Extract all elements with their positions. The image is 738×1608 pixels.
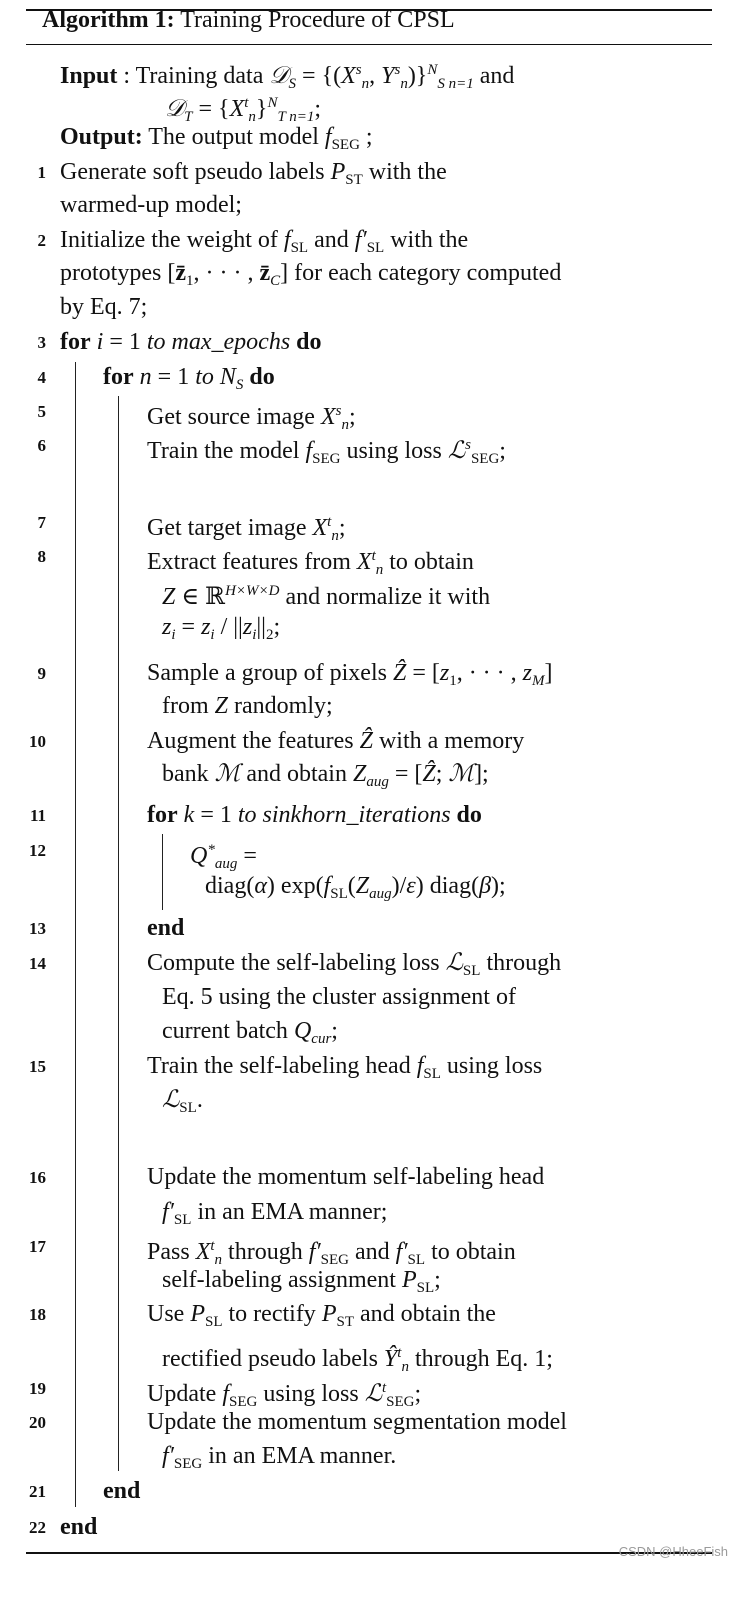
- line-segment: bank: [162, 761, 215, 787]
- watermark: CSDN @HheeFish: [618, 1544, 728, 1559]
- line-segment: from: [162, 693, 215, 719]
- line-segment: z: [201, 614, 211, 640]
- line-segment: f: [324, 124, 332, 150]
- line-segment: aug: [369, 886, 392, 902]
- line-segment: X: [229, 96, 245, 122]
- line-segment: Input: [60, 63, 118, 89]
- line-segment: Update the momentum self-labeling head: [147, 1164, 545, 1190]
- line-segment: ℳ: [448, 761, 475, 787]
- line-segment: f′: [395, 1239, 408, 1265]
- line-segment: and obtain the: [354, 1301, 496, 1327]
- line-number: 11: [29, 806, 46, 825]
- algorithm-line: [60, 257, 561, 289]
- title-rule: [26, 44, 712, 45]
- line-segment: in an EMA manner;: [191, 1199, 388, 1225]
- line-segment: SEG: [173, 1456, 203, 1472]
- line-segment: ,: [369, 63, 382, 89]
- line-segment: P: [321, 1301, 337, 1327]
- line-segment: Get target image: [147, 515, 313, 541]
- line-segment: end: [103, 1478, 141, 1504]
- line-number: 21: [29, 1482, 46, 1501]
- line-segment: Z: [214, 693, 229, 719]
- line-segment: randomly;: [228, 693, 333, 719]
- line-segment: )/: [391, 873, 407, 899]
- line-segment: Train the model: [147, 438, 306, 464]
- line-segment: ;: [434, 1267, 441, 1293]
- line-segment: .: [196, 1087, 203, 1113]
- line-segment: f′: [354, 227, 367, 253]
- line-segment: Training Procedure of CPSL: [174, 7, 455, 33]
- line-segment: M: [532, 673, 545, 689]
- line-segment: =: [237, 843, 257, 869]
- line-segment: SL: [290, 240, 309, 256]
- line-segment: = {: [192, 96, 230, 122]
- line-segment: and obtain: [240, 761, 353, 787]
- line-segment: ℒ: [364, 1381, 382, 1407]
- line-segment: SEG: [470, 451, 500, 467]
- line-segment: i: [252, 627, 257, 643]
- line-segment: =: [175, 614, 202, 640]
- line-number: 5: [37, 402, 46, 421]
- line-segment: i: [210, 627, 215, 643]
- line-segment: Extract features from: [147, 549, 357, 575]
- line-segment: f′: [308, 1239, 321, 1265]
- line-segment: }: [255, 96, 268, 122]
- algorithm-line: [162, 981, 516, 1013]
- line-segment: SEG: [331, 137, 360, 153]
- line-segment: warmed-up model;: [60, 192, 242, 218]
- line-segment: = 1: [194, 802, 238, 828]
- line-segment: f′: [162, 1443, 174, 1469]
- algorithm-line: [147, 657, 553, 689]
- line-segment: S: [288, 76, 297, 92]
- line-segment: to rectify: [222, 1301, 322, 1327]
- algorithm-line: [147, 1050, 542, 1082]
- line-segment: z: [522, 660, 533, 686]
- line-segment: s: [355, 62, 362, 78]
- line-segment: Output:: [60, 124, 143, 150]
- algorithm-line: [60, 291, 147, 323]
- line-segment: n: [331, 528, 339, 544]
- line-number: 14: [29, 954, 46, 973]
- line-segment: Sample a group of pixels: [147, 660, 393, 686]
- line-segment: cur: [311, 1031, 332, 1047]
- line-segment: z: [242, 614, 253, 640]
- line-segment: 2: [265, 627, 274, 643]
- line-segment: n: [214, 1252, 223, 1268]
- line-segment: for: [147, 802, 178, 828]
- line-number: 3: [37, 333, 46, 352]
- line-segment: do: [249, 364, 275, 390]
- algorithm-line: [162, 758, 489, 790]
- line-segment: 𝒟: [165, 96, 185, 122]
- line-segment: ;: [314, 96, 322, 122]
- line-segment: diag(: [205, 873, 255, 899]
- line-segment: 1: [185, 273, 194, 289]
- line-segment: to max_epochs: [146, 329, 291, 355]
- line-segment: k: [183, 802, 195, 828]
- line-segment: Z: [352, 761, 367, 787]
- line-segment: n: [400, 76, 408, 92]
- algorithm-line: [147, 429, 506, 467]
- line-segment: ) exp(: [266, 873, 324, 899]
- line-segment: f: [305, 438, 313, 464]
- line-segment: ℒ: [447, 438, 466, 464]
- line-segment: aug: [214, 856, 238, 872]
- algorithm-line: [147, 1298, 496, 1330]
- line-segment: ;: [338, 515, 346, 541]
- line-segment: rectified pseudo labels: [162, 1346, 384, 1372]
- line-segment: Train the self-labeling head: [147, 1053, 417, 1079]
- line-segment: ℳ: [214, 761, 241, 787]
- line-segment: f: [416, 1053, 424, 1079]
- line-segment: t: [210, 1238, 215, 1254]
- line-segment: : Training data: [117, 63, 270, 89]
- algorithm-line: [147, 506, 346, 544]
- line-segment: prototypes [: [60, 260, 176, 286]
- line-segment: ];: [474, 761, 489, 787]
- line-segment: X: [341, 63, 356, 89]
- line-segment: to N: [195, 364, 236, 390]
- line-segment: with the: [384, 227, 469, 253]
- line-segment: , · · · ,: [456, 660, 523, 686]
- line-number: 4: [37, 368, 46, 387]
- line-segment: f: [283, 227, 291, 253]
- algorithm-line: [190, 834, 257, 872]
- line-number: 19: [29, 1379, 46, 1398]
- line-segment: ;: [331, 1018, 338, 1044]
- line-segment: and: [473, 63, 515, 89]
- line-segment: in an EMA manner.: [202, 1443, 397, 1469]
- algorithm-line: [165, 87, 322, 125]
- algorithm-line: [147, 912, 184, 944]
- algorithm-line: [60, 189, 242, 221]
- line-number: 15: [29, 1057, 46, 1076]
- line-number: 6: [37, 436, 46, 455]
- line-segment: ;: [359, 124, 373, 150]
- line-segment: SEG: [312, 451, 341, 467]
- line-segment: SEG: [228, 1394, 258, 1410]
- line-segment: using loss: [257, 1381, 365, 1407]
- algorithm-line: [60, 121, 373, 153]
- line-segment: S n=1: [437, 76, 474, 92]
- line-segment: Z: [355, 873, 370, 899]
- line-segment: ε: [406, 873, 416, 899]
- algorithm-line: [162, 690, 333, 722]
- algorithm-line: [147, 1161, 544, 1193]
- line-segment: z̄: [175, 260, 186, 286]
- line-segment: S: [235, 377, 244, 393]
- line-segment: s: [394, 62, 401, 78]
- algorithm-line: [162, 1264, 441, 1296]
- line-segment: ℒ: [445, 950, 463, 976]
- line-segment: = [: [406, 660, 440, 686]
- line-segment: ST: [345, 172, 363, 188]
- line-segment: using loss: [340, 438, 448, 464]
- line-segment: n: [361, 76, 370, 92]
- line-segment: f: [323, 873, 331, 899]
- line-segment: SL: [462, 963, 481, 979]
- line-segment: to obtain: [383, 549, 474, 575]
- line-segment: z: [439, 660, 450, 686]
- line-segment: ;: [499, 438, 506, 464]
- line-segment: = 1: [151, 364, 196, 390]
- algorithm-line: [147, 1406, 567, 1438]
- algorithm-line: [162, 575, 491, 610]
- algorithm-line: [205, 870, 506, 902]
- line-segment: with a memory: [372, 728, 525, 754]
- line-segment: t: [244, 95, 249, 111]
- line-segment: n: [375, 562, 384, 578]
- algorithm-line: [147, 1230, 516, 1268]
- line-number: 8: [37, 547, 46, 566]
- line-segment: Update: [147, 1381, 223, 1407]
- line-segment: Ẑ: [359, 728, 373, 754]
- algorithm-line: [162, 1196, 387, 1228]
- line-segment: Generate soft pseudo labels: [60, 159, 331, 185]
- line-segment: through: [480, 950, 562, 976]
- line-number: 13: [29, 919, 46, 938]
- line-number: 9: [37, 664, 46, 683]
- line-segment: and: [348, 1239, 396, 1265]
- algorithm-line: [162, 1084, 203, 1116]
- line-segment: = {(: [296, 63, 342, 89]
- algorithm-line: [162, 1337, 553, 1375]
- line-segment: i: [171, 627, 176, 643]
- line-segment: f: [222, 1381, 229, 1407]
- line-segment: Ŷ: [383, 1346, 398, 1372]
- line-segment: P: [330, 159, 346, 185]
- line-number: 22: [29, 1518, 46, 1537]
- line-segment: α: [254, 873, 267, 899]
- line-segment: P: [190, 1301, 205, 1327]
- algorithm-line: [60, 326, 322, 358]
- line-segment: (: [347, 873, 356, 899]
- line-segment: SL: [179, 1100, 197, 1116]
- line-segment: Update the momentum segmentation model: [147, 1409, 567, 1435]
- line-segment: f′: [162, 1199, 174, 1225]
- line-segment: Augment the features: [147, 728, 360, 754]
- line-segment: n: [139, 364, 152, 390]
- line-segment: Initialize the weight of: [60, 227, 284, 253]
- line-segment: SL: [366, 240, 385, 256]
- line-segment: C: [270, 273, 281, 289]
- line-segment: Compute the self-labeling loss: [147, 950, 446, 976]
- line-number: 17: [29, 1237, 46, 1256]
- algorithm-line: [60, 224, 468, 256]
- line-segment: 1: [449, 673, 457, 689]
- line-segment: Y: [381, 63, 395, 89]
- line-segment: s: [465, 437, 471, 453]
- algorithm-line: [162, 1015, 338, 1047]
- line-segment: through: [222, 1239, 309, 1265]
- line-segment: end: [147, 915, 185, 941]
- line-segment: / ||: [214, 614, 243, 640]
- line-segment: SL: [330, 886, 348, 902]
- line-segment: )}: [407, 63, 428, 89]
- algorithm-line: [147, 395, 356, 433]
- algorithm-line: [147, 540, 474, 578]
- line-number: 10: [29, 732, 46, 751]
- line-segment: 𝒟: [269, 63, 289, 89]
- line-segment: SL: [423, 1066, 441, 1082]
- line-segment: to obtain: [425, 1239, 516, 1265]
- line-segment: = 1: [103, 329, 147, 355]
- line-segment: Ẑ: [392, 660, 407, 686]
- line-segment: Pass: [147, 1239, 196, 1265]
- line-segment: current batch: [162, 1018, 294, 1044]
- line-number: 2: [37, 231, 46, 250]
- line-number: 12: [29, 841, 46, 860]
- algorithm-line: [60, 156, 447, 188]
- line-segment: and normalize it with: [279, 584, 491, 610]
- line-segment: SEG: [386, 1394, 415, 1410]
- line-segment: X: [312, 515, 328, 541]
- line-segment: ST: [336, 1314, 354, 1330]
- line-segment: T n=1: [277, 109, 315, 125]
- line-number: 18: [29, 1305, 46, 1324]
- algorithm-line: [103, 1475, 140, 1507]
- algorithm-line: [162, 1440, 396, 1472]
- line-segment: , · · · ,: [193, 260, 260, 286]
- line-segment: for: [60, 329, 91, 355]
- line-segment: do: [456, 802, 482, 828]
- line-segment: *: [207, 842, 215, 858]
- for-i-block-bar: [75, 362, 76, 1507]
- line-segment: aug: [366, 774, 389, 790]
- line-segment: to sinkhorn_iterations: [237, 802, 451, 828]
- line-segment: s: [335, 403, 342, 419]
- line-segment: ∈ ℝ: [175, 584, 226, 610]
- line-segment: Algorithm 1:: [42, 7, 175, 33]
- line-segment: Ẑ: [422, 761, 436, 787]
- line-segment: SEG: [320, 1252, 349, 1268]
- line-segment: X: [320, 404, 336, 430]
- line-segment: = [: [388, 761, 423, 787]
- line-segment: z: [162, 614, 172, 640]
- line-segment: Q: [190, 843, 208, 869]
- line-segment: i: [96, 329, 104, 355]
- line-segment: X: [356, 549, 372, 575]
- line-number: 16: [29, 1168, 46, 1187]
- line-segment: T: [184, 109, 193, 125]
- for-n-block-bar: [118, 396, 119, 1471]
- line-segment: with the: [362, 159, 447, 185]
- algorithm-line: [147, 799, 482, 831]
- line-segment: z̄: [259, 260, 271, 286]
- line-segment: The output model: [142, 124, 325, 150]
- line-segment: ) diag(: [415, 873, 480, 899]
- algorithm-line: [147, 947, 561, 979]
- line-segment: n: [401, 1359, 409, 1375]
- line-number: 1: [37, 163, 46, 182]
- line-segment: using loss: [440, 1053, 543, 1079]
- line-segment: n: [341, 417, 349, 433]
- line-segment: SL: [205, 1314, 223, 1330]
- line-segment: ;: [273, 614, 281, 640]
- algorithm-line: [103, 361, 275, 393]
- line-segment: for: [103, 364, 134, 390]
- algorithm-line: [60, 54, 515, 92]
- line-segment: ]: [544, 660, 553, 686]
- line-segment: H×W×D: [225, 583, 280, 599]
- line-segment: N: [427, 62, 438, 78]
- algorithm-line: [60, 1511, 97, 1543]
- line-segment: n: [248, 109, 256, 125]
- algorithm-title: [42, 4, 455, 36]
- line-segment: t: [397, 1345, 402, 1361]
- line-segment: do: [296, 329, 322, 355]
- line-segment: and: [308, 227, 355, 253]
- line-segment: SL: [173, 1212, 192, 1228]
- line-segment: Z: [162, 584, 176, 610]
- line-segment: by Eq. 7;: [60, 294, 148, 320]
- line-segment: t: [327, 514, 332, 530]
- line-segment: ℒ: [162, 1087, 180, 1113]
- bottom-rule: [26, 1552, 712, 1554]
- for-k-block-bar: [162, 834, 163, 910]
- line-segment: X: [195, 1239, 211, 1265]
- line-segment: Get source image: [147, 404, 321, 430]
- line-segment: P: [401, 1267, 417, 1293]
- line-segment: ||: [256, 614, 266, 640]
- line-segment: end: [60, 1514, 98, 1540]
- line-segment: through Eq. 1;: [408, 1346, 553, 1372]
- algorithm-line: [147, 725, 524, 757]
- algorithm-line: [147, 1372, 422, 1410]
- line-segment: β: [479, 873, 492, 899]
- line-segment: Q: [293, 1018, 312, 1044]
- line-segment: self-labeling assignment: [162, 1267, 402, 1293]
- line-segment: SL: [407, 1252, 426, 1268]
- line-number: 7: [37, 513, 46, 532]
- line-segment: ;: [435, 761, 449, 787]
- line-segment: Eq. 5 using the cluster assignment of: [162, 984, 516, 1010]
- line-segment: );: [491, 873, 506, 899]
- line-segment: N: [267, 95, 278, 111]
- line-segment: Use: [147, 1301, 191, 1327]
- line-segment: ;: [414, 1381, 422, 1407]
- line-segment: t: [371, 548, 376, 564]
- algorithm-line: [162, 611, 280, 643]
- line-number: 20: [29, 1413, 46, 1432]
- line-segment: ] for each category computed: [280, 260, 562, 286]
- line-segment: t: [381, 1380, 387, 1396]
- line-segment: ;: [348, 404, 356, 430]
- line-segment: SL: [416, 1280, 435, 1296]
